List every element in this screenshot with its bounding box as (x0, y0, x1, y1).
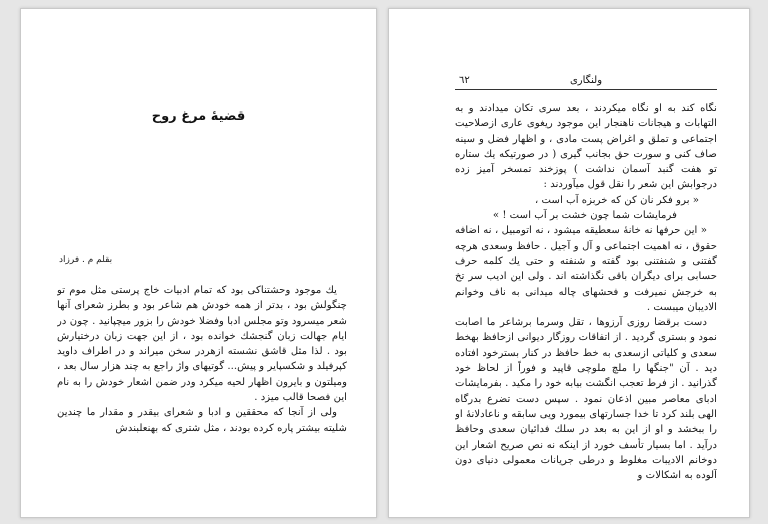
paragraph: ولی از آنجا كه محققین و ادبا و شعرای بیقدر و مقدار ما چندین شلیته بیشتر پاره كرده بودند ، مثل شتری كه بهنعلبندش (57, 407, 347, 434)
paragraph: دست برقضا روزی آرزوها ، تقل وسرما برشاعر ما اصابت نمود و بستری گردید . از اتفاقات روزگار دیوانی ازحافظ بهخط سعدی و كلیاتی ازسعدی به خط حافظ در كنار بسترخود افتاده دید . آن "جنگها را ملچ ملوچی قاپید و فوراً از لحاظ خود گذرانید . از فرط تعجب انگشت بیابه خود را مكید . بفرمایشات ادبای معاصر مبین اذعان نمود . سپس دست تضرع بدرگاه الهی بلند كرد تا خدا جسارتهای بیمورد ویی سابقه و ناعادلانهٔ او را ببخشد و او از این به بعد در سلك فدائیان سعدی وحافظ درآید . اما بسیار تأسف خورد از اینكه نه نص صریح اشعار این دوخانم الادیبات مغلوط و درطی جریانات معمولی دنیای دون آلوده به اشكالات و (455, 317, 717, 482)
right-body-text (455, 101, 717, 513)
page-number: ٦٢ (459, 75, 470, 86)
left-body-text (57, 283, 347, 497)
author-byline: بقلم م . فرزاد (59, 255, 113, 265)
paragraph: یك موجود وحشتناكی بود كه تمام ادبیات خاج پرستی مثل موم تو چنگولش بود ، بدتر از همه خودش هم شاعر بود و بطرز شعرای آنها شعر میسرود وتو مجلس ادبا وفضلا خودش را بزور میچپانید . چون در ایام جهالت زبان گنجشك خوانده بود ، از این جهت زبان درختیارش بود . لذا مثل قاشق نشسته ازهردر سخن میراند و در اطراف داوید كپرفیلد و شكسپایر و پیش... گوتیهای واژ راجع به چند هزار سال بعد ، ومیلتون و بایرون اظهار لحیه میكرد ودر ضمن اشعار خودش را به نام این فصحا قالب میزد . (57, 285, 347, 404)
right-page (388, 8, 750, 518)
verse-line: فرمایشات شما چون خشت بر آب است ! » (492, 210, 677, 222)
left-page (20, 8, 377, 518)
running-head-title: ولنگاری (569, 75, 603, 86)
paragraph: نگاه كند به او نگاه میكردند ، بعد سری تكان میدادند و به التهابات و هیجانات ناهنجار این موجود ریغوی عاری ازصلاحیت اجتماعی و تملق و اغراض پست مادی ، و اظهار فضل و سینه صاف كنی و سورت حق بجانب گیری ( در صورتیكه یك ستاره تو هفت گنبد آسمان نداشت ) پوزخند تمسخر آمیز زده درجوابش این شعر را نقل قول میآوردند : (455, 103, 717, 191)
paragraph: « این حرفها نه خانهٔ سعطیقه میشود ، نه اتومبیل ، نه اضافه حقوق ، نه اهمیت اجتماعی و آل و آجیل . حافظ وسعدی هرچه گفتنی و شنفتنی بود گفته و شنفته و حتی یك كلمه حرف حسابی برای دیگران باقی نگذاشته اند . ولی این ادیب سر تخ به خرجش نمیرفت و فحشهای چاله میدانی به ناف وخوانم الادیبان میبست . (455, 225, 717, 313)
story-title: قضیهٔ مرغ روح (151, 109, 246, 124)
running-header (455, 75, 717, 90)
verse-line: « برو فكر نان كن كه خربزه آب است ، (535, 194, 699, 206)
